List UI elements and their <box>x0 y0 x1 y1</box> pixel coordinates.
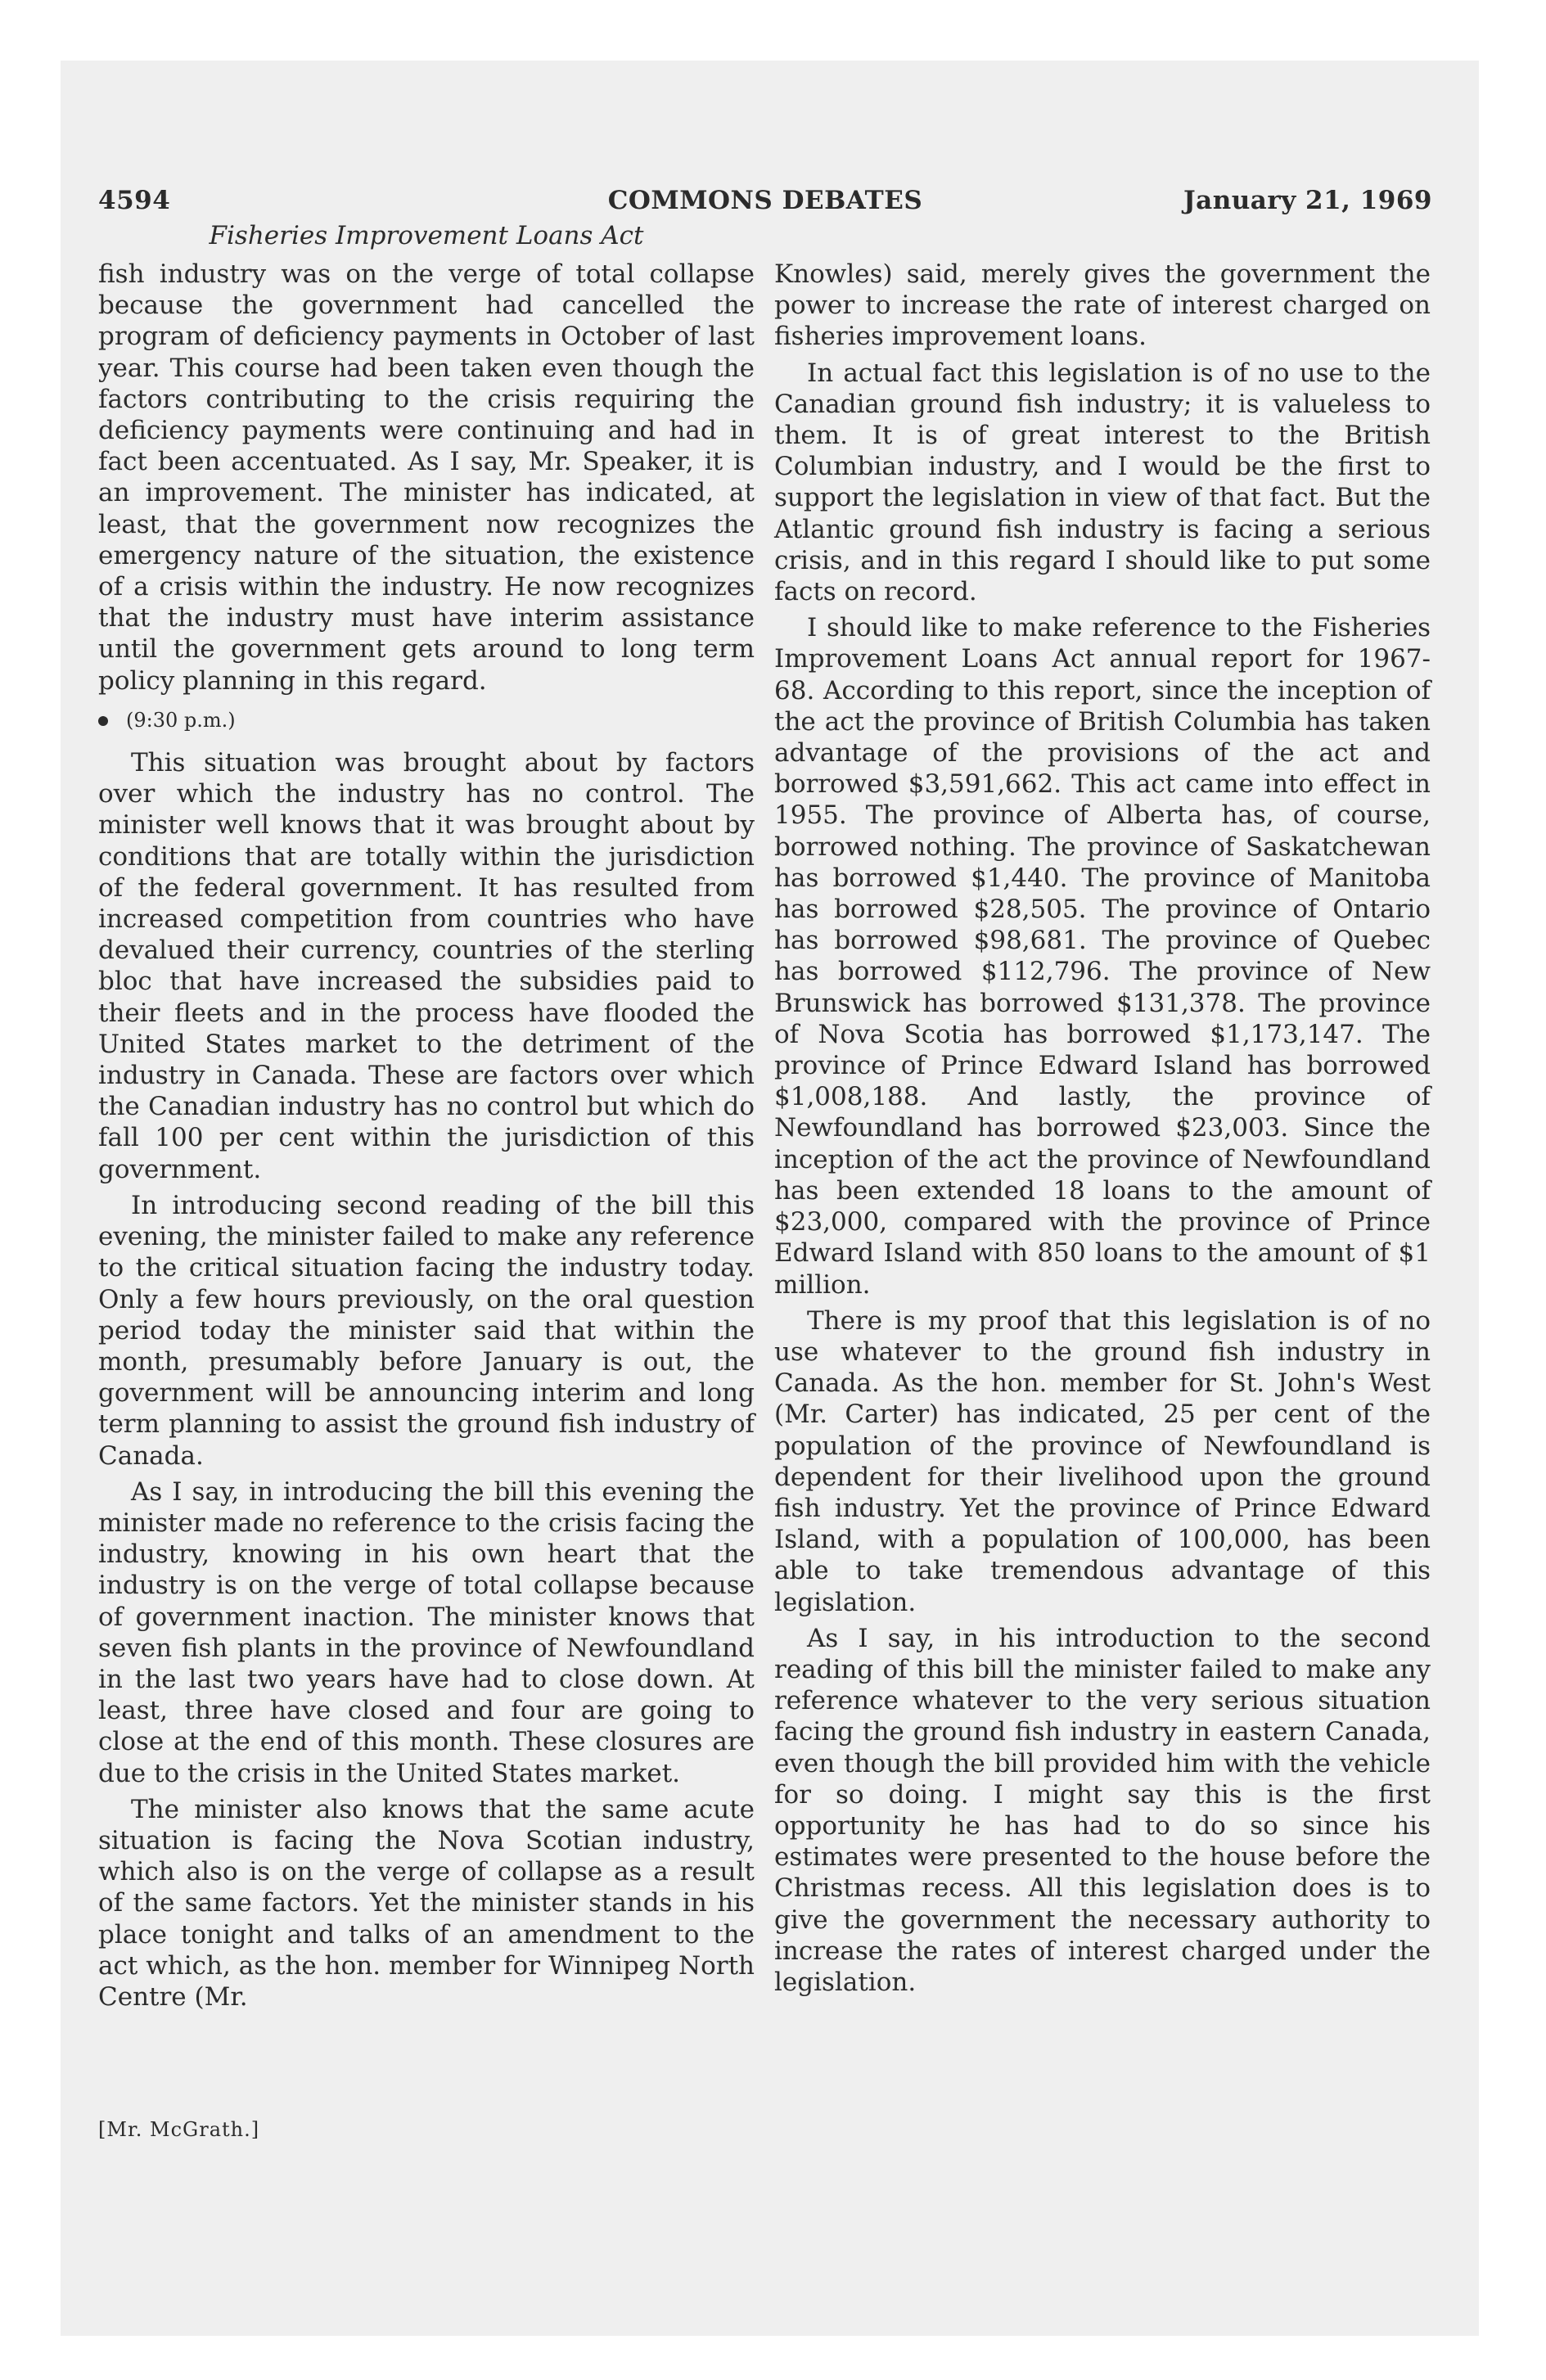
paragraph: The minister also knows that the same acute situation is facing the Nova Scotian industry, which also is on the verge of collapse as a result of the same factors. Yet the minister stands in his place tonight and talks of an amendment to the act which, as the hon. member for Winnipeg North Centre (Mr. <box>98 1794 755 2012</box>
paragraph: Knowles) said, merely gives the government the power to increase the rate of interest charged on fisheries improvement loans. <box>774 259 1431 352</box>
paragraph: In actual fact this legislation is of no use to the Canadian ground fish industry; it is valueless to them. It is of great interest to the British Columbian industry, and I would be the first to support the legislation in view of that fact. But the Atlantic ground fish industry is facing a serious crisis, and in this regard I should like to put some facts on record. <box>774 358 1431 607</box>
left-column <box>98 259 755 2013</box>
paragraph: As I say, in his introduction to the second reading of this bill the minister failed to make any reference whatever to the very serious situation facing the ground fish industry in eastern Canada, even though the bill provided him with the vehicle for so doing. I might say this is the first opportunity he has had to do so since his estimates were presented to the house before the Christmas recess. All this legislation does is to give the government the necessary authority to increase the rates of interest charged under the legislation. <box>774 1623 1431 1997</box>
bullet-icon <box>98 716 108 726</box>
publication-title: COMMONS DEBATES <box>607 186 923 215</box>
paragraph: fish industry was on the verge of total collapse because the government had cancelled the program of deficiency payments in October of last year. This course had been taken even though the factors contributing to the crisis requiring the deficiency payments were continuing and had in fact been accentuated. As I say, Mr. Speaker, it is an improvement. The minister has indicated, at least, that the government now recognizes the emergency nature of the situation, the existence of a crisis within the industry. He now recognizes that the industry must have interim assistance until the government gets around to long term policy planning in this regard. <box>98 259 755 696</box>
speaker-footer: [Mr. McGrath.] <box>98 2118 260 2141</box>
running-head: Fisheries Improvement Loans Act <box>209 221 644 250</box>
paragraph: As I say, in introducing the bill this evening the minister made no reference to the crisis facing the industry, knowing in his own heart that the industry is on the verge of total collapse because of government inaction. The minister knows that seven fish plants in the province of Newfoundland in the last two years have had to close down. At least, three have closed and four are going to close at the end of this month. These closures are due to the crisis in the United States market. <box>98 1476 755 1788</box>
paragraph: In introducing second reading of the bill this evening, the minister failed to make any reference to the critical situation facing the industry today. Only a few hours previously, on the oral question period today the minister said that within the month, presumably before January is out, the government will be announcing interim and long term planning to assist the ground fish industry of Canada. <box>98 1190 755 1471</box>
paragraph: This situation was brought about by factors over which the industry has no control. The minister well knows that it was brought about by conditions that are totally within the jurisdiction of the federal government. It has resulted from increased competition from countries who have devalued their currency, countries of the sterling bloc that have increased the subsidies paid to their fleets and in the process have flooded the United States market to the detriment of the industry in Canada. These are factors over which the Canadian industry has no control but which do fall 100 per cent within the jurisdiction of this government. <box>98 748 755 1184</box>
paragraph: There is my proof that this legislation is of no use whatever to the ground fish industry in Canada. As the hon. member for St. John's West (Mr. Carter) has indicated, 25 per cent of the population of the province of Newfoundland is dependent for their livelihood upon the ground fish industry. Yet the province of Prince Edward Island, with a population of 100,000, has been able to take tremendous advantage of this legislation. <box>774 1305 1431 1617</box>
timestamp-text: (9:30 p.m.) <box>126 708 236 732</box>
timestamp <box>98 705 755 736</box>
paragraph: I should like to make reference to the Fisheries Improvement Loans Act annual report for 1967-68. According to this report, since the inception of the act the province of British Columbia has taken advantage of the provisions of the act and borrowed $3,591,662. This act came into effect in 1955. The province of Alberta has, of course, borrowed nothing. The province of Saskatchewan has borrowed $1,440. The province of Manitoba has borrowed $28,505. The province of Ontario has borrowed $98,681. The province of Quebec has borrowed $112,796. The province of New Brunswick has borrowed $131,378. The province of Nova Scotia has borrowed $1,173,147. The province of Prince Edward Island has borrowed $1,008,188. And lastly, the province of Newfoundland has borrowed $23,003. Since the inception of the act the province of Newfoundland has been extended 18 loans to the amount of $23,000, compared with the province of Prince Edward Island with 850 loans to the amount of $1 million. <box>774 613 1431 1300</box>
page-header <box>98 186 1432 222</box>
page-number: 4594 <box>98 186 171 215</box>
right-column <box>774 259 1431 1998</box>
debate-date: January 21, 1969 <box>1183 186 1432 215</box>
